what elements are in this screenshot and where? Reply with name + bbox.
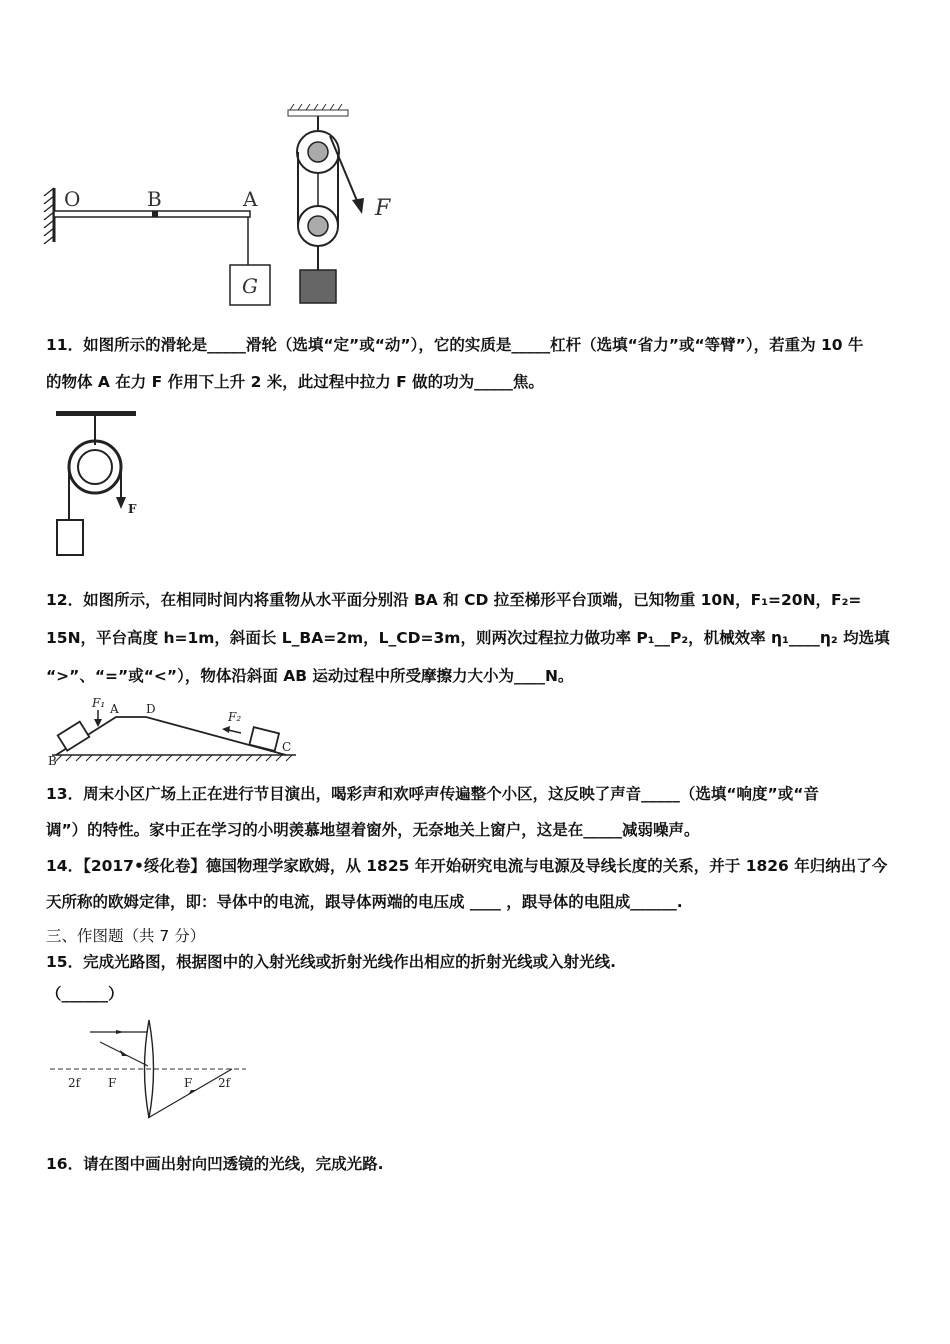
q12-label-f1: F₁ [92,696,106,710]
q12-label-b: B [48,754,57,768]
q12-label-a: A [110,702,119,716]
label-o: O [64,187,81,211]
q15-answer-blank: （______） [46,985,124,1003]
q12-line2: 15N，平台高度 h=1m，斜面长 L_BA=2m，L_CD=3m，则两次过程拉力做功率 P₁__P₂，机械效率 η₁____η₂ 均选填 [46,629,890,647]
q11-line1: 11．如图所示的滑轮是_____滑轮（选填“定”或“动”），它的实质是_____杠杆（选填“省力”或“等臂”），若重为 10 牛 [46,336,864,354]
label-g: G [242,274,258,298]
q16-line1: 16．请在图中画出射向凹透镜的光线，完成光路. [46,1155,384,1173]
q11-pulley-figure [48,405,148,565]
q12-line1: 12．如图所示，在相同时间内将重物从水平面分别沿 BA 和 CD 拉至梯形平台顶端，已知物重 10N，F₁=20N，F₂= [46,591,862,609]
q11-label-f: F [128,502,137,516]
q12-label-d: D [146,702,156,716]
q14-line1: 14．【2017•绥化卷】德国物理学家欧姆，从 1825 年开始研究电流与电源及导线长度的关系，并于 1826 年归纳出了今 [46,857,888,875]
label-f: F [375,196,391,221]
q15-convex-lens-figure [46,1014,256,1124]
q12-incline-figure [46,695,306,770]
section3-title: 三、作图题（共 7 分） [46,927,206,945]
label-b: B [147,187,162,211]
q15-line1: 15．完成光路图，根据图中的入射光线或折射光线作出相应的折射光线或入射光线. [46,953,616,971]
q12-label-c: C [282,740,292,754]
q13-line1: 13．周末小区广场上正在进行节目演出，喝彩声和欢呼声传遍整个小区，这反映了声音_____（选填“响度”或“音 [46,785,819,803]
q15-label-left-f: F [108,1076,117,1090]
q15-label-right-2f: 2f [218,1076,231,1090]
q12-line3: “>”、“=”或“<”），物体沿斜面 AB 运动过程中所受摩擦力大小为____N。 [46,667,574,685]
q14-line2: 天所称的欧姆定律，即：导体中的电流，跟导体两端的电压成 ____ ，跟导体的电阻成______. [46,893,683,911]
q13-line2: 调”）的特性。家中正在学习的小明羡慕地望着窗外，无奈地关上窗户，这是在_____减弱噪声。 [46,821,700,839]
q11-line2: 的物体 A 在力 F 作用下上升 2 米，此过程中拉力 F 做的功为_____焦。 [46,373,544,391]
lever-pulley-figure [40,100,420,315]
q15-label-left-2f: 2f [68,1076,81,1090]
q12-label-f2: F₂ [228,710,242,724]
q15-label-right-f: F [184,1076,193,1090]
label-a: A [243,187,258,211]
